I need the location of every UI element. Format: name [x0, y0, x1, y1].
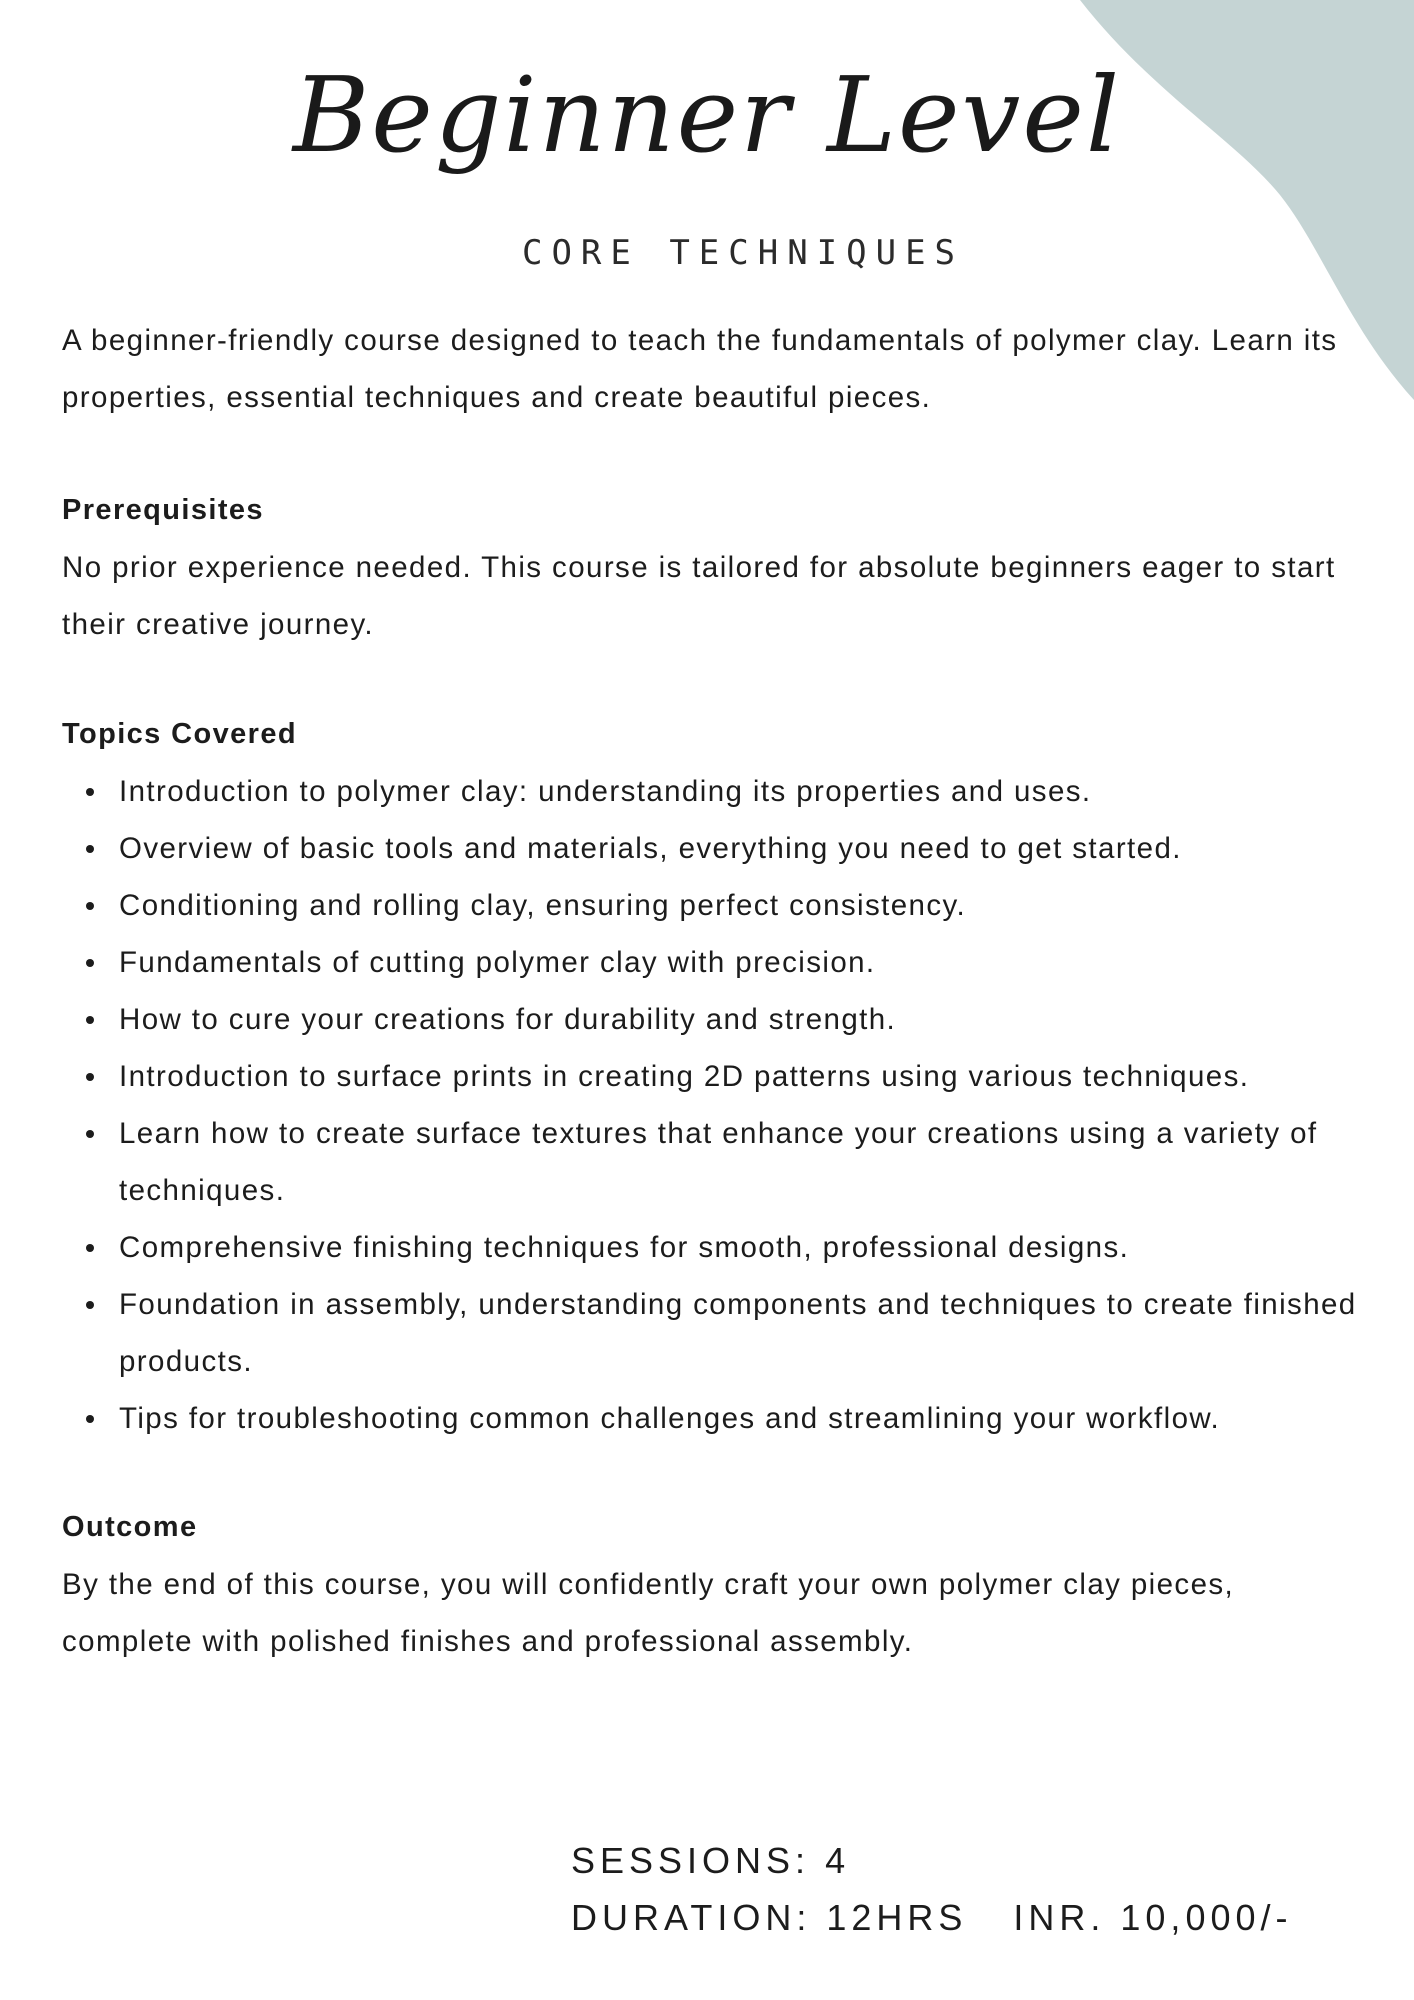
topic-text: Overview of basic tools and materials, everything you need to get started.	[119, 832, 1182, 865]
topic-text: Comprehensive finishing techniques for smooth, professional designs.	[119, 1231, 1130, 1264]
price-label: INR. 10,000/-	[1013, 1897, 1293, 1938]
course-stats	[571, 1832, 1293, 1946]
prerequisites-heading: Prerequisites	[62, 494, 264, 526]
duration-label: DURATION: 12HRS	[571, 1897, 968, 1938]
topic-text: Conditioning and rolling clay, ensuring perfect consistency.	[119, 889, 967, 922]
outcome-text: By the end of this course, you will confidently craft your own polymer clay pieces, complete with polished finishes and professional assembly.	[62, 1568, 1235, 1658]
intro-text: A beginner-friendly course designed to teach the fundamentals of polymer clay. Learn its properties, essential techniques and create beautiful pieces.	[62, 324, 1338, 414]
sessions-label: SESSIONS: 4	[571, 1840, 851, 1881]
bullet-icon	[86, 902, 94, 910]
list-item	[62, 1048, 1362, 1105]
topics-list	[62, 763, 1362, 1447]
topic-text: Tips for troubleshooting common challenges and streamlining your workflow.	[119, 1402, 1221, 1435]
bullet-icon	[86, 1130, 94, 1138]
topic-text: Learn how to create surface textures that enhance your creations using a variety of techniques.	[119, 1117, 1318, 1207]
list-item	[62, 991, 1362, 1048]
list-item	[62, 934, 1362, 991]
course-content	[62, 312, 1362, 1670]
list-item	[62, 763, 1362, 820]
topics-heading: Topics Covered	[62, 718, 298, 750]
page-title: Beginner Level	[292, 54, 1122, 176]
list-item	[62, 820, 1362, 877]
list-item	[62, 1390, 1362, 1447]
page-subtitle: CORE TECHNIQUES	[521, 233, 965, 273]
bullet-icon	[86, 788, 94, 796]
list-item	[62, 877, 1362, 934]
topic-text: Fundamentals of cutting polymer clay with precision.	[119, 946, 876, 979]
topic-text: How to cure your creations for durability and strength.	[119, 1003, 897, 1036]
list-item	[62, 1105, 1362, 1219]
bullet-icon	[86, 845, 94, 853]
list-item	[62, 1276, 1362, 1390]
bullet-icon	[86, 1301, 94, 1309]
topic-text: Introduction to polymer clay: understanding its properties and uses.	[119, 775, 1092, 808]
bullet-icon	[86, 1016, 94, 1024]
bullet-icon	[86, 1073, 94, 1081]
topic-text: Introduction to surface prints in creating 2D patterns using various techniques.	[119, 1060, 1250, 1093]
outcome-heading: Outcome	[62, 1511, 198, 1543]
prerequisites-text: No prior experience needed. This course is tailored for absolute beginners eager to start their creative journey.	[62, 551, 1336, 641]
list-item	[62, 1219, 1362, 1276]
topic-text: Foundation in assembly, understanding components and techniques to create finished products.	[119, 1288, 1357, 1378]
bullet-icon	[86, 959, 94, 967]
bullet-icon	[86, 1415, 94, 1423]
bullet-icon	[86, 1244, 94, 1252]
